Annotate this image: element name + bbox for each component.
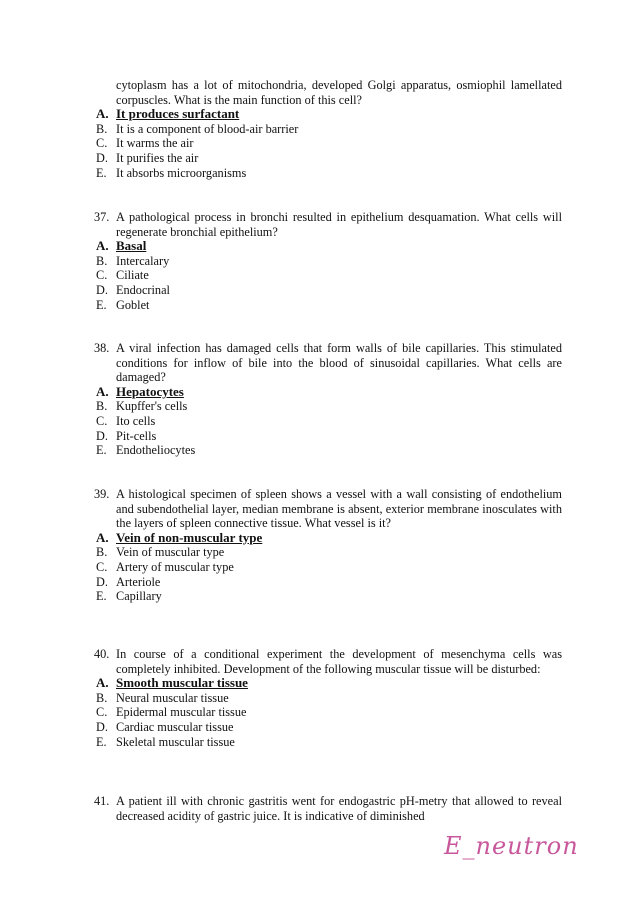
option-letter: A. bbox=[96, 238, 109, 254]
option-text: Smooth muscular tissue bbox=[116, 675, 248, 691]
option-text: Neural muscular tissue bbox=[116, 690, 229, 705]
option-e bbox=[96, 166, 562, 181]
option-letter: E. bbox=[96, 297, 107, 312]
option-text: It warms the air bbox=[116, 136, 194, 151]
question-number: 40. bbox=[94, 647, 110, 661]
option-text: It absorbs microorganisms bbox=[116, 165, 247, 180]
option-text: Epidermal muscular tissue bbox=[116, 705, 247, 720]
option-letter: E. bbox=[96, 443, 107, 458]
option-letter: B. bbox=[96, 690, 108, 705]
option-text: Pit-cells bbox=[116, 428, 157, 443]
option-letter: D. bbox=[96, 574, 108, 589]
option-b bbox=[96, 122, 562, 137]
question-block-40 bbox=[96, 647, 562, 749]
option-text: Endocrinal bbox=[116, 282, 170, 297]
question-text bbox=[96, 647, 562, 676]
question-text: cytoplasm has a lot of mitochondria, developed Golgi apparatus, osmiophil lamellated corpuscles. What is the main function of this cell? bbox=[116, 78, 562, 107]
option-d bbox=[96, 720, 562, 735]
option-letter: B. bbox=[96, 121, 108, 136]
question-block-37 bbox=[96, 210, 562, 312]
question-block-41 bbox=[96, 794, 562, 823]
option-text: Hepatocytes bbox=[116, 383, 184, 399]
question-number: 39. bbox=[94, 487, 110, 501]
option-letter: E. bbox=[96, 734, 107, 749]
option-e bbox=[96, 443, 562, 458]
option-text: Ciliate bbox=[116, 268, 149, 283]
question-body: A pathological process in bronchi resulted in epithelium desquamation. What cells will regenerate bronchial epithelium? bbox=[116, 210, 562, 239]
question-block-36 bbox=[96, 78, 562, 180]
option-b bbox=[96, 399, 562, 414]
option-letter: C. bbox=[96, 136, 108, 151]
question-text bbox=[96, 341, 562, 385]
question-text bbox=[96, 794, 562, 823]
question-body: In course of a conditional experiment the development of mesenchyma cells was completely inhibited. Development of the following muscular tissue will be disturbed: bbox=[116, 647, 562, 676]
option-text: Capillary bbox=[116, 589, 162, 604]
question-number: 38. bbox=[94, 341, 110, 355]
option-letter: B. bbox=[96, 253, 108, 268]
option-letter: D. bbox=[96, 428, 108, 443]
option-letter: A. bbox=[96, 529, 109, 545]
option-c bbox=[96, 268, 562, 283]
option-letter: B. bbox=[96, 545, 108, 560]
option-letter: A. bbox=[96, 383, 109, 399]
option-letter: C. bbox=[96, 413, 108, 428]
option-text: Vein of muscular type bbox=[116, 545, 225, 560]
question-text bbox=[96, 210, 562, 239]
option-text: Intercalary bbox=[116, 253, 170, 268]
option-text: Ito cells bbox=[116, 413, 156, 428]
option-text: Arteriole bbox=[116, 574, 161, 589]
e-neutron-logo: E_neutron bbox=[444, 832, 579, 860]
option-d bbox=[96, 283, 562, 298]
option-text: Skeletal muscular tissue bbox=[116, 734, 235, 749]
option-text: It produces surfactant bbox=[116, 106, 240, 122]
option-d bbox=[96, 151, 562, 166]
option-e bbox=[96, 298, 562, 313]
option-a-correct bbox=[96, 676, 562, 691]
option-d bbox=[96, 429, 562, 444]
question-block-39 bbox=[96, 487, 562, 604]
option-letter: E. bbox=[96, 589, 107, 604]
question-number: 41. bbox=[94, 794, 110, 808]
option-letter: A. bbox=[96, 106, 109, 122]
option-a-correct bbox=[96, 239, 562, 254]
option-e bbox=[96, 735, 562, 750]
option-letter: E. bbox=[96, 165, 107, 180]
option-text: It purifies the air bbox=[116, 150, 199, 165]
option-text: Artery of muscular type bbox=[116, 559, 234, 574]
question-block-38 bbox=[96, 341, 562, 458]
option-a-correct bbox=[96, 385, 562, 400]
option-text: Kupffer's cells bbox=[116, 399, 188, 414]
question-body: A histological specimen of spleen shows a vessel with a wall consisting of endothelium and subendothelial layer, median membrane is absent, exterior membrane inosculates with the layers of spleen connective tissue. What vessel is it? bbox=[116, 487, 562, 531]
option-c bbox=[96, 705, 562, 720]
option-b bbox=[96, 691, 562, 706]
option-b bbox=[96, 254, 562, 269]
question-body: A patient ill with chronic gastritis went for endogastric pH-metry that allowed to reveal decreased acidity of gastric juice. It is indicative of diminished bbox=[116, 794, 562, 823]
option-text: Cardiac muscular tissue bbox=[116, 719, 234, 734]
option-letter: D. bbox=[96, 150, 108, 165]
option-text: It is a component of blood-air barrier bbox=[116, 121, 299, 136]
option-b bbox=[96, 545, 562, 560]
option-c bbox=[96, 414, 562, 429]
option-text: Endotheliocytes bbox=[116, 443, 196, 458]
option-letter: C. bbox=[96, 268, 108, 283]
option-text: Goblet bbox=[116, 297, 150, 312]
option-letter: D. bbox=[96, 719, 108, 734]
option-letter: C. bbox=[96, 559, 108, 574]
option-letter: D. bbox=[96, 282, 108, 297]
option-c bbox=[96, 560, 562, 575]
option-a-correct bbox=[96, 531, 562, 546]
option-a-correct bbox=[96, 107, 562, 122]
question-text bbox=[96, 487, 562, 531]
option-letter: C. bbox=[96, 705, 108, 720]
option-text: Basal bbox=[116, 238, 147, 254]
option-d bbox=[96, 575, 562, 590]
option-c bbox=[96, 136, 562, 151]
option-e bbox=[96, 589, 562, 604]
option-text: Vein of non-muscular type bbox=[116, 529, 263, 545]
option-letter: B. bbox=[96, 399, 108, 414]
option-letter: A. bbox=[96, 675, 109, 691]
question-body: A viral infection has damaged cells that form walls of bile capillaries. This stimulated conditions for inflow of bile into the blood of sinusoidal capillaries. What cells are damaged? bbox=[116, 341, 562, 385]
question-number: 37. bbox=[94, 210, 110, 224]
